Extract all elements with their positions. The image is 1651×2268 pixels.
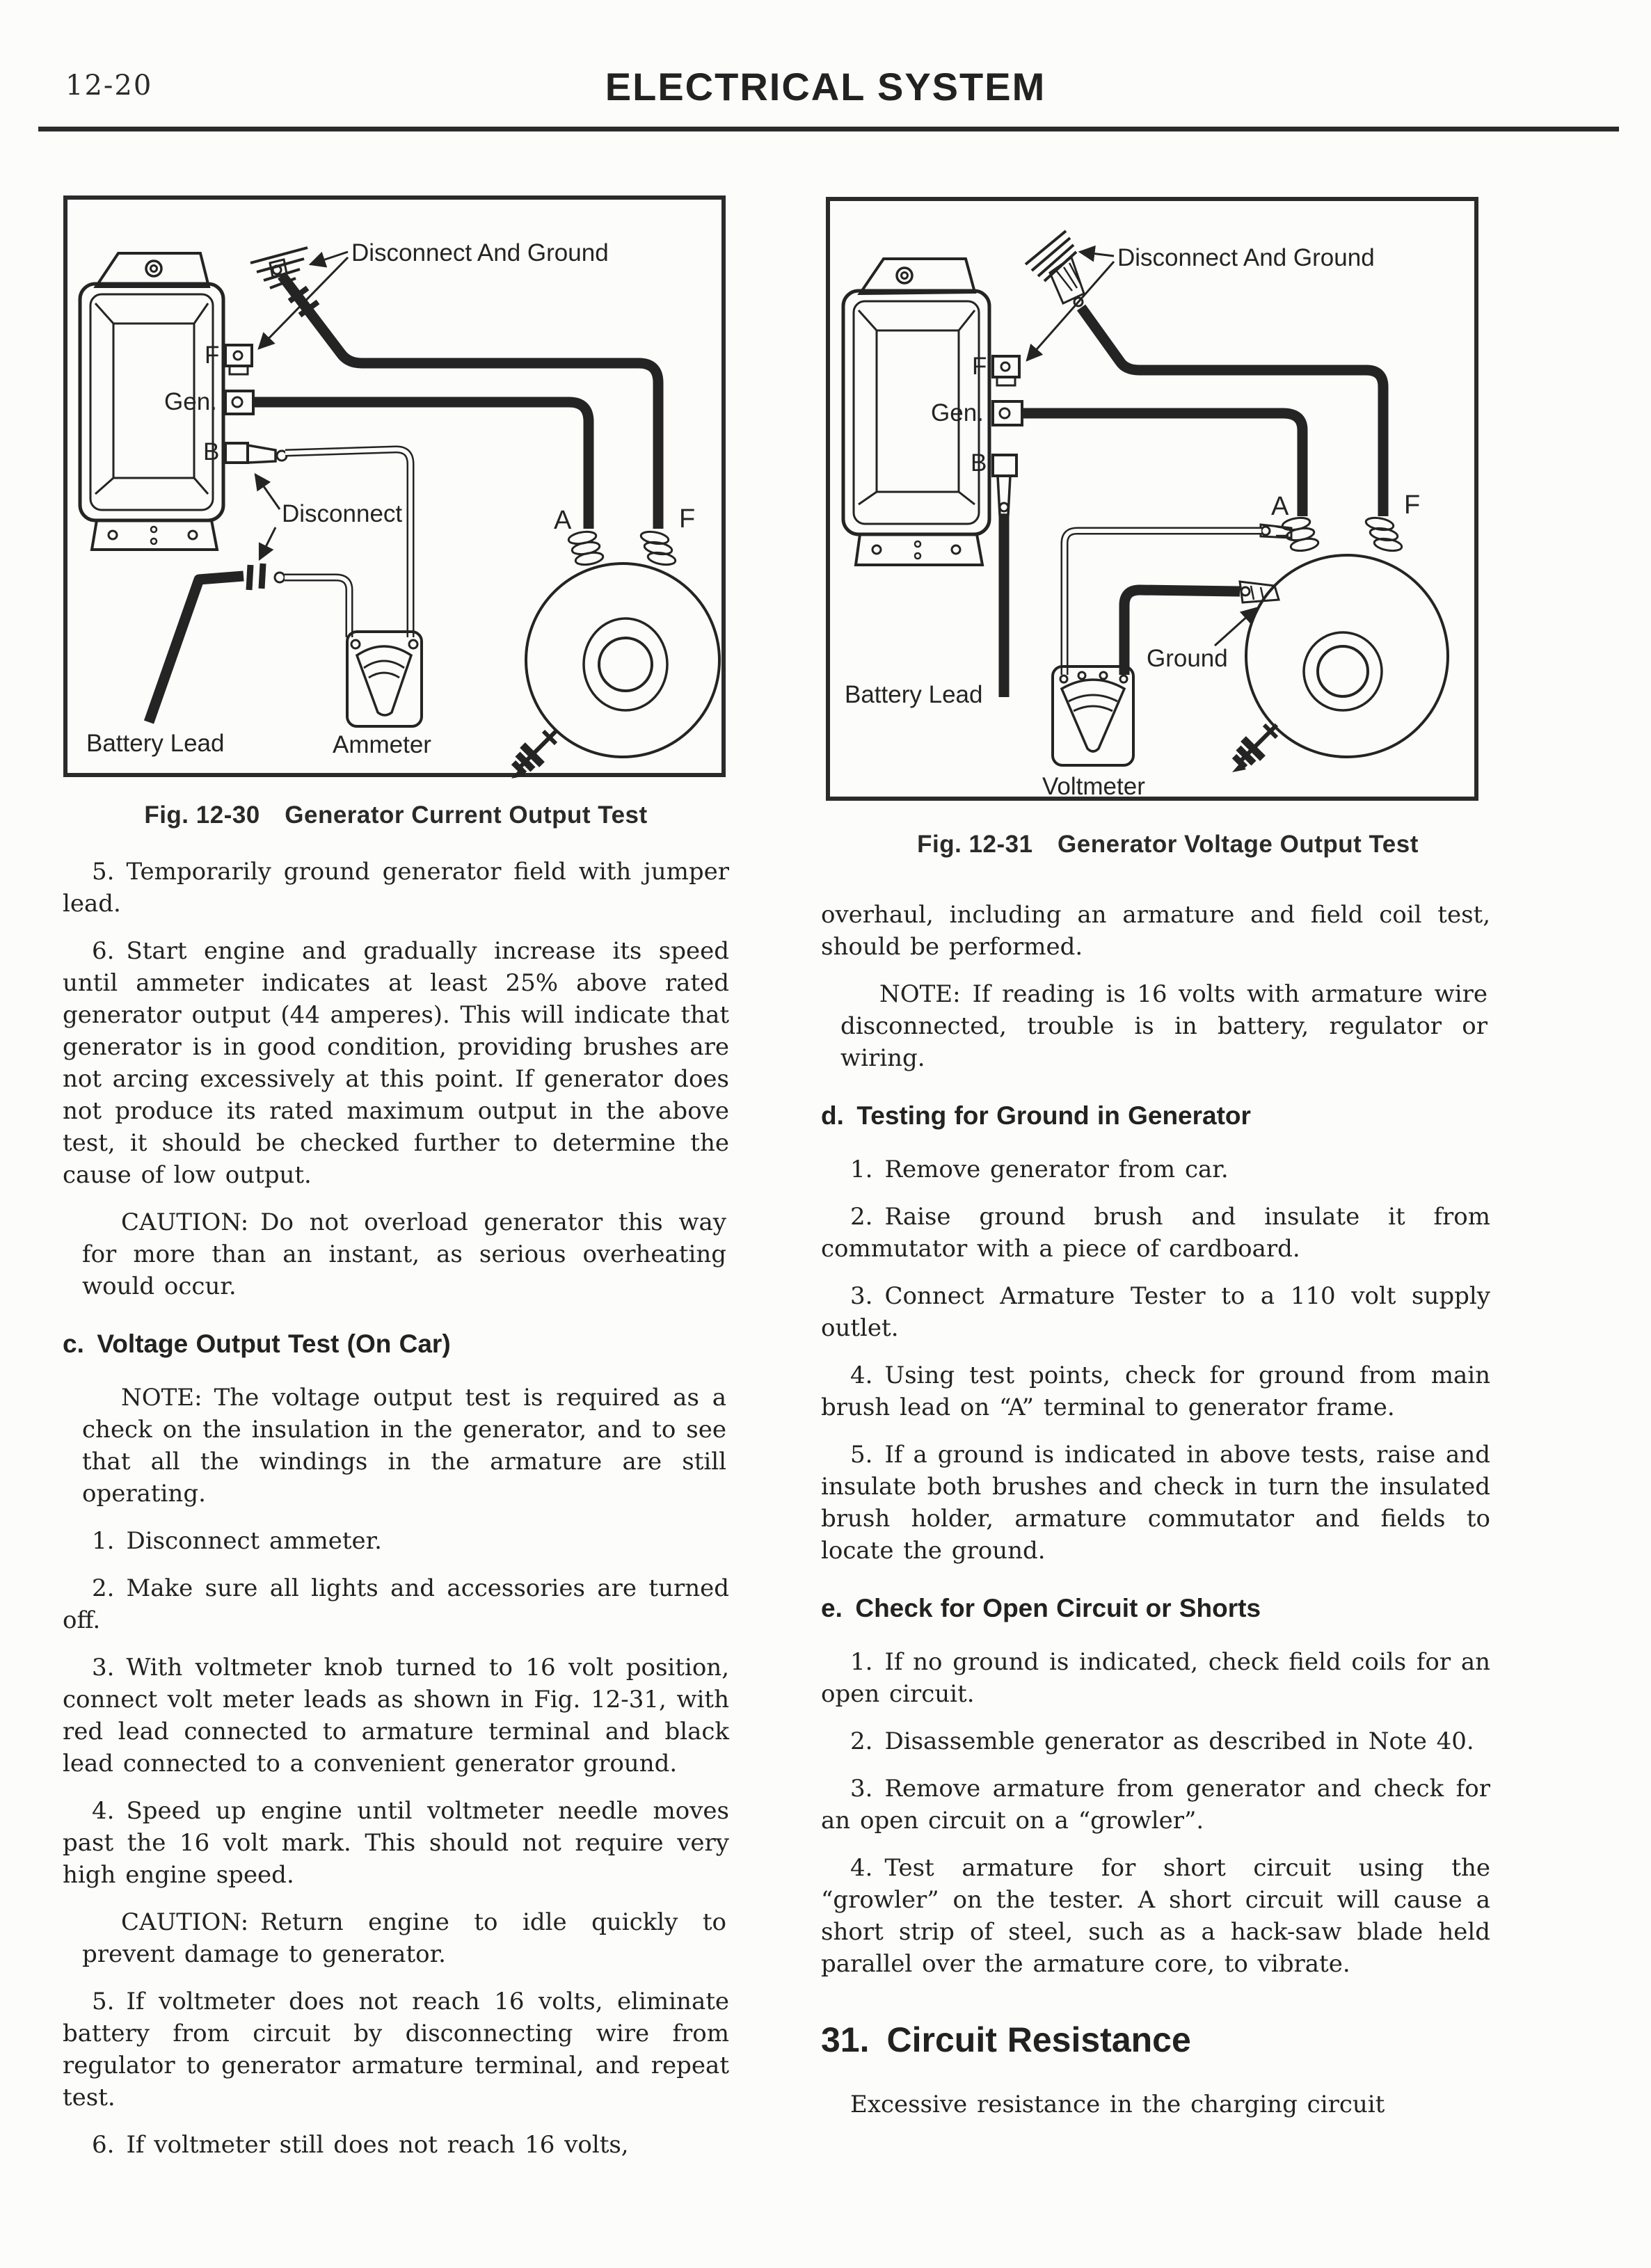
step: 2. Make sure all lights and accessories are turned off. [63,1574,729,1634]
generator [1232,490,1448,772]
label-ground: Ground [1147,645,1228,672]
disconnect-plug [249,564,285,590]
generator-f-boot [1365,516,1403,553]
generator-a-boot [568,530,604,567]
ground-symbol-icon [250,248,308,288]
label-battery-lead: Battery Lead [86,730,225,757]
step: 4. Test armature for short circuit using the “growler” on the tester. A short circuit will cause a short strip of steel, such as a hack-saw blade held parallel over the armature core, to vibrate. [821,1854,1490,1978]
section-heading: c. Voltage Output Test (On Car) [63,1329,451,1358]
step: 4. Using test points, check for ground from main brush lead on “A” terminal to generator frame. [821,1361,1490,1421]
label-ammeter: Ammeter [333,731,431,758]
chapter-heading: 31. Circuit Resistance [821,2020,1191,2059]
generator-f-boot [640,530,676,567]
step: 3. Connect Armature Tester to a 110 volt supply outlet. [821,1282,1490,1342]
mounting-screw-icon [511,731,556,778]
regulator-base [856,534,982,565]
voltmeter-red-lead-clip [1261,525,1291,538]
callout-arrow-battery-plug [260,527,276,559]
voltage-regulator [843,259,1022,565]
section-heading: e. Check for Open Circuit or Shorts [821,1594,1261,1622]
label-f-terminal: F [972,353,987,380]
right-column [821,899,1490,2136]
label-generator-a: A [554,506,572,535]
label-generator-a: A [1271,492,1289,521]
figure-30-diagram [63,186,729,781]
label-disconnect: Disconnect [282,500,403,527]
paragraph: overhaul, including an armature and field coil test, should be performed. [821,901,1490,961]
generator-a-boot [1282,516,1319,553]
step: 2. Disassemble generator as described in Note 40. [850,1727,1474,1755]
paragraph: Excessive resistance in the charging circuit [850,2091,1385,2118]
step: 1. If no ground is indicated, check field coils for an open circuit. [821,1648,1490,1708]
callout-arrow-wire-end [1080,252,1114,256]
header-rule [38,127,1619,131]
label-voltmeter: Voltmeter [1042,773,1145,800]
step: 6. If voltmeter still does not reach 16 volts, [92,2131,629,2159]
step: 5. If a ground is indicated in above tests, raise and insulate both brushes and check in turn the insulated brush holder, armature commutator and fields to locate the ground. [821,1441,1490,1565]
caution-note: CAUTION: Do not overload generator this way for more than an instant, as serious overheating would occur. [82,1208,726,1300]
figure-31-diagram [825,188,1510,808]
regulator-b-terminal [225,443,287,463]
step: 4. Speed up engine until voltmeter needle moves past the 16 volt mark. This should not require very high engine speed. [63,1797,729,1889]
ammeter-gauge [347,632,422,726]
step: 3. Remove armature from generator and check for an open circuit on a “growler”. [821,1775,1490,1835]
regulator-base [92,520,217,550]
regulator-gen-terminal [993,401,1022,425]
step: 6. Start engine and gradually increase its speed until ammeter indicates at least 25% above rated generator output (44 amperes). This will indicate that generator is in good condition, providing brushes are not arcing excessively at this point. If generator does not produce its rated maximum output in the above test, it should be checked further to determine the cause of low output. [63,937,729,1189]
label-battery-lead: Battery Lead [845,681,983,708]
generator [511,504,719,778]
wire-armature [1022,413,1302,516]
step: 1. Remove generator from car. [850,1156,1229,1183]
voltmeter-gauge [1053,666,1133,765]
regulator-f-terminal [225,345,252,374]
regulator-f-terminal [993,356,1019,385]
label-generator-f: F [1404,490,1421,520]
figure-31 [825,188,1510,808]
step: 1. Disconnect ammeter. [92,1527,382,1555]
figure-31-caption: Fig. 12-31 Generator Voltage Output Test [917,831,1419,858]
label-gen-terminal: Gen. [164,388,217,415]
generator-body [526,564,719,757]
left-column [63,856,729,2176]
generator-pulley [1304,632,1382,710]
mounting-screw-icon [1232,725,1277,772]
step: 5. If voltmeter does not reach 16 volts, eliminate battery from circuit by disconnecting wire from regulator to generator armature terminal, and repeat test. [63,1988,729,2111]
note: NOTE: The voltage output test is required as a check on the insulation in the generator, and to see that all the windings in the armature are still operating. [82,1384,726,1508]
label-b-terminal: B [971,449,987,477]
label-disconnect-and-ground: Disconnect And Ground [351,239,609,266]
page-title: ELECTRICAL SYSTEM [605,65,1046,109]
ground-clip [1240,582,1279,602]
label-disconnect-and-ground: Disconnect And Ground [1117,244,1375,271]
regulator-b-terminal [993,455,1016,515]
figure-30 [63,186,729,781]
note: NOTE: If reading is 16 volts with armature wire disconnected, trouble is in battery, regulator or wiring. [840,980,1488,1072]
label-gen-terminal: Gen. [931,399,984,426]
label-generator-f: F [679,504,696,534]
caution-note: CAUTION: Return engine to idle quickly to prevent damage to generator. [82,1908,726,1968]
section-heading: d. Testing for Ground in Generator [821,1101,1251,1130]
ground-symbol-icon [1026,231,1084,306]
figure-30-caption: Fig. 12-30 Generator Current Output Test [144,801,648,829]
step: 3. With voltmeter knob turned to 16 volt position, connect volt meter leads as shown in Fig. 12-31, with red lead connected to armature terminal and black lead connected to a convenient generator ground. [63,1654,729,1778]
step: 5. Temporarily ground generator field with jumper lead. [63,858,729,918]
step: 2. Raise ground brush and insulate it from commutator with a piece of cardboard. [821,1203,1490,1263]
regulator-gen-terminal [225,391,253,414]
label-b-terminal: B [203,438,220,465]
label-f-terminal: F [205,342,220,369]
ammeter-lead-left [285,577,349,637]
battery-lead-wire [149,576,244,722]
page-number: 12-20 [65,70,153,102]
generator-pulley [584,618,667,710]
callout-arrow-b-plug [255,474,280,509]
